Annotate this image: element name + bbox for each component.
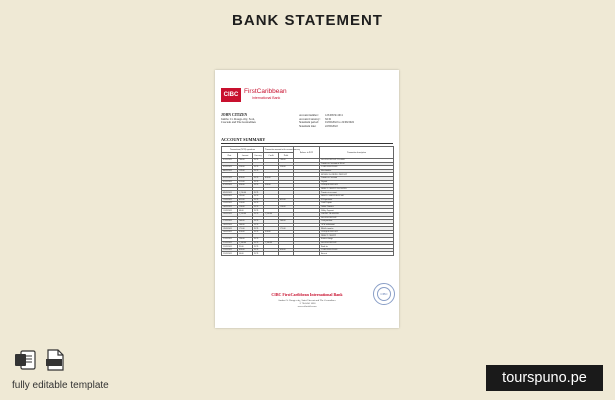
footer-website: www.cibcfcib.com [297, 305, 317, 308]
account-number-label: Account number: [299, 114, 319, 117]
cell-currency: XCD [253, 191, 264, 195]
cell-amount: 500.00 [238, 223, 253, 227]
header-credit: Credit [264, 153, 279, 159]
cell-description: DIRECT CREDIT [320, 234, 394, 238]
cell-date: 21/09/2022 [222, 241, 238, 245]
cell-description: WAGES DEPOSIT TF0.0001 [320, 159, 394, 163]
cell-debit: 455.00 [279, 198, 294, 202]
statement-date-label: Statement date: [299, 124, 317, 128]
cell-date: 20/09/2022 [222, 230, 238, 234]
statement-period-value: 01/09/2022 to 22/09/2022 [325, 121, 355, 124]
account-currency-value: XCD [325, 117, 331, 121]
cell-credit: 1,180.00 [264, 241, 279, 245]
cell-description: Deposit [320, 180, 394, 184]
cell-amount: 195.00 [238, 194, 253, 198]
cell-description: CARD PURCHASE [320, 166, 394, 170]
cell-description: CARD PURCHASE [320, 248, 394, 252]
cell-amount: 88.00 [238, 209, 253, 213]
cell-amount: 430.00 [238, 248, 253, 252]
cell-description: Transfer to Account [320, 176, 394, 180]
cell-date: 22/09/2022 [222, 248, 238, 252]
cell-currency: XCD [253, 184, 264, 188]
cell-amount: 455.00 [238, 198, 253, 202]
cell-description: Merchandise [320, 169, 394, 173]
cell-currency: XCD [253, 159, 264, 163]
cell-currency: XCD [253, 230, 264, 234]
account-holder [221, 114, 256, 125]
cell-date: 17/09/2022 [222, 220, 238, 224]
cell-currency: XCD [253, 248, 264, 252]
cell-date: 12/09/2022 [222, 198, 238, 202]
cell-description: MOBILE BANKING DEPOSIT [320, 173, 394, 177]
bank-logo [221, 86, 287, 104]
cell-description: DEBIT CARD PURCHASE [320, 194, 394, 198]
header-balance: Balance in XCD [294, 147, 320, 159]
bank-statement-document [215, 70, 399, 328]
cell-amount: 1,520.00 [238, 212, 253, 216]
cell-currency: XCD [253, 176, 264, 180]
cell-amount: 780.00 [238, 159, 253, 163]
cell-debit: 175.00 [279, 227, 294, 231]
cell-amount: 95.00 [238, 245, 253, 249]
cell-description: Mobile transfer [320, 227, 394, 231]
cell-amount: 60.00 [238, 252, 253, 256]
cell-date: 22/09/2022 [222, 245, 238, 249]
header-debit: Debit [279, 153, 294, 159]
footer-bank-name: CIBC FirstCaribbean International Bank [271, 292, 343, 297]
cell-description: Cash Deposit [320, 202, 394, 206]
cell-date: 14/09/2022 [222, 205, 238, 209]
cell-date: 22/09/2022 [222, 252, 238, 256]
cell-description: Card purchase [320, 220, 394, 224]
cell-date: 21/09/2022 [222, 238, 238, 242]
seal-text: CIBC [377, 287, 391, 301]
cell-description: Bank fee [320, 245, 394, 249]
cell-description: POS purchase [320, 198, 394, 202]
cell-amount: 129.00 [238, 169, 253, 173]
cell-debit: 780.00 [279, 159, 294, 163]
header-transaction-amount: Transaction amount in the account currency [265, 148, 301, 151]
cell-description: Online Transfer [320, 205, 394, 209]
file-format-icons [14, 349, 66, 371]
cell-date: 18/09/2022 [222, 223, 238, 227]
account-details [299, 114, 354, 128]
cell-credit: 410.00 [264, 176, 279, 180]
cell-description: Transfer to Account of X.Ltd [320, 162, 394, 166]
cell-credit: 1,520.00 [264, 212, 279, 216]
cell-currency: XCD [253, 212, 264, 216]
header-date: Date [222, 153, 238, 159]
cell-date: 15/09/2022 [222, 209, 238, 213]
cell-currency: XCD [253, 209, 264, 213]
cell-currency: XCD [253, 227, 264, 231]
holder-address-line1: Jumbo Ct. Rouge-city, Sool, [221, 116, 255, 121]
cell-credit [264, 252, 279, 256]
cell-date: 02/09/2022 [222, 166, 238, 170]
statement-date-value: 22/09/2022 [325, 124, 338, 128]
cell-description: Utility Payment [320, 209, 394, 213]
cell-debit: 120.00 [279, 205, 294, 209]
cell-date: 05/09/2022 [222, 176, 238, 180]
cell-amount: 410.00 [238, 176, 253, 180]
header-transactions: Transactions (XCD) operations [222, 147, 264, 153]
cell-description: WAGES DEPOSIT [320, 216, 394, 220]
editable-caption: fully editable template [12, 380, 109, 391]
cell-amount: 310.00 [238, 202, 253, 206]
cell-description: CREDIT TRANSFER [320, 212, 394, 216]
cell-amount: 1,180.00 [238, 241, 253, 245]
cell-date: 19/09/2022 [222, 227, 238, 231]
cell-currency: XCD [253, 238, 264, 242]
cell-amount: 120.00 [238, 205, 253, 209]
cell-debit: 350.00 [279, 166, 294, 170]
cell-currency: XCD [253, 202, 264, 206]
summary-divider [221, 143, 393, 144]
cell-date: 01/09/2022 [222, 159, 238, 163]
pdf-file-icon [44, 349, 66, 371]
cell-amount: 1,230.00 [238, 191, 253, 195]
cell-date: 16/09/2022 [222, 212, 238, 216]
cell-currency: XCD [253, 220, 264, 224]
cell-date: 13/09/2022 [222, 202, 238, 206]
cell-date: 10/09/2022 [222, 194, 238, 198]
cell-debit: 240.00 [279, 220, 294, 224]
cell-description: Transfer to account [320, 191, 394, 195]
cell-description: ATM withdrawal [320, 223, 394, 227]
table-row [222, 252, 394, 256]
cell-date: 04/09/2022 [222, 169, 238, 173]
header-description: Transaction description [320, 147, 394, 159]
cibc-logo-icon: CIBC [221, 88, 241, 102]
account-number-value: 1234567411011 [325, 114, 343, 117]
cell-currency: XCD [253, 180, 264, 184]
cell-currency: XCD [253, 198, 264, 202]
cell-description: DIRECT CREDIT TRANSFER [320, 187, 394, 191]
header-currency: Currency [254, 154, 262, 157]
footer-phone: +1 784 456 1600 [298, 302, 316, 305]
cell-credit: 620.00 [264, 184, 279, 188]
cell-description: CHEQUE DEPOSIT [320, 184, 394, 188]
bank-subname: International Bank [252, 96, 281, 100]
cell-amount: 610.00 [238, 230, 253, 234]
cell-description: Service charge [320, 238, 394, 242]
cell-currency: XCD [253, 205, 264, 209]
cell-amount: 350.00 [238, 166, 253, 170]
cell-date: 07/09/2022 [222, 184, 238, 188]
cell-currency: XCD [253, 166, 264, 170]
account-currency-label: Account Currency: [299, 117, 321, 121]
footer-address: Jumbo Ct. Rouge-city, Saint Vincent and The Grenadines [278, 299, 336, 302]
cell-amount: 240.00 [238, 220, 253, 224]
bank-seal-stamp [373, 283, 395, 305]
account-summary-heading: ACCOUNT SUMMARY [221, 137, 266, 142]
cell-description: CHEQUE DEPOSIT [320, 230, 394, 234]
cell-currency: XCD [253, 223, 264, 227]
cell-amount: 620.00 [238, 184, 253, 188]
statement-period-label: Statement period: [299, 121, 319, 124]
word-file-icon [14, 349, 36, 371]
bank-name: FirstCaribbean [244, 88, 287, 95]
cell-amount: 290.00 [238, 238, 253, 242]
page-title: BANK STATEMENT [232, 12, 383, 29]
cell-amount: 175.00 [238, 227, 253, 231]
holder-name: JOHN CITIZEN [221, 113, 248, 117]
cell-date: 05/09/2022 [222, 180, 238, 184]
cell-currency: XCD [253, 194, 264, 198]
cell-currency: XCD [253, 252, 264, 256]
cell-date: 09/09/2022 [222, 191, 238, 195]
cell-debit [279, 252, 294, 256]
cell-currency: XCD [253, 169, 264, 173]
header-amount: Amount [238, 153, 253, 159]
cell-description: Interest [320, 252, 394, 256]
site-badge[interactable]: tourspuno.pe [486, 365, 603, 391]
cell-balance [294, 252, 320, 256]
holder-address-line2: Cascade and The Grenadines [221, 120, 256, 125]
transactions-table [221, 146, 394, 256]
cell-credit: 610.00 [264, 230, 279, 234]
cell-debit: 430.00 [279, 248, 294, 252]
cell-description: WAGES DEPOSIT [320, 241, 394, 245]
cell-currency: XCD [253, 245, 264, 249]
cell-currency: XCD [253, 241, 264, 245]
cell-amount: 215.00 [238, 180, 253, 184]
